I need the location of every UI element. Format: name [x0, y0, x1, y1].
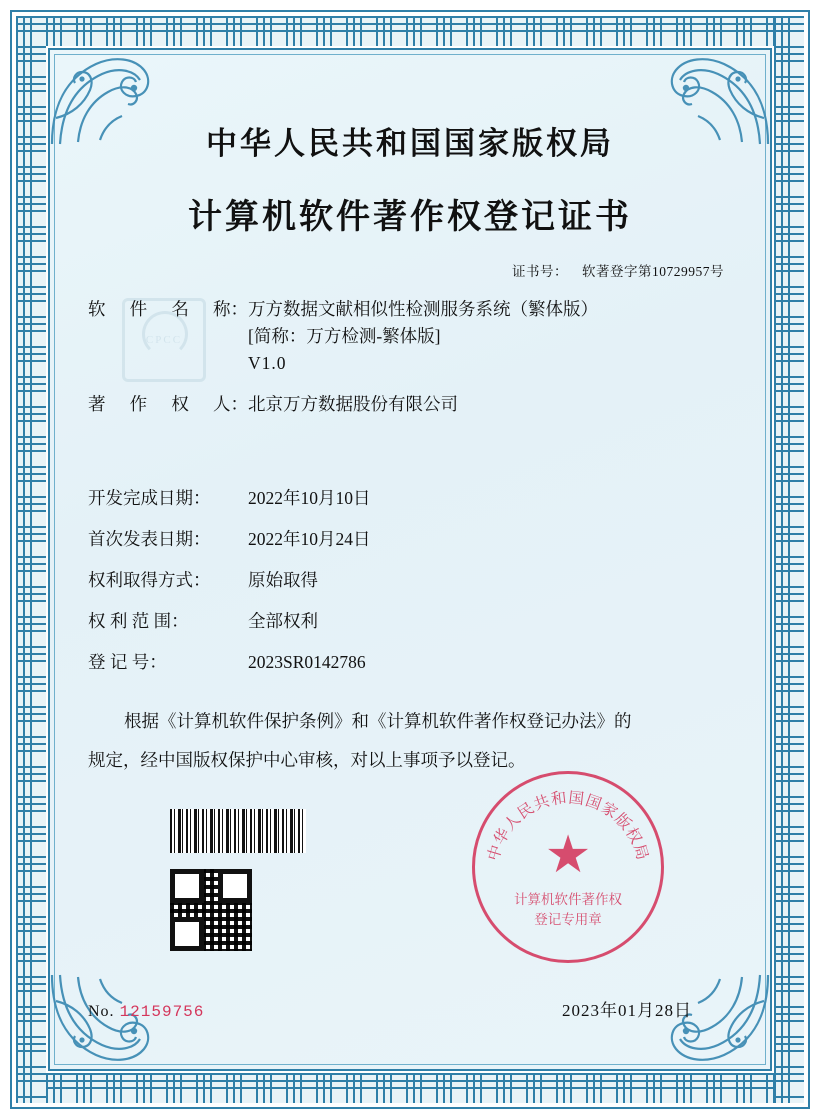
field-development-date-label: 开发完成日期：: [88, 487, 211, 508]
certificate-footer: [88, 996, 732, 1021]
serial-number-label: No.: [88, 1003, 115, 1020]
barcode-image: [170, 809, 306, 853]
seal-bottom-line-1: 计算机软件著作权: [514, 891, 622, 908]
greek-key-border-top: [16, 16, 804, 46]
field-first-publish-date: [88, 526, 732, 553]
seal-bottom-text: [475, 890, 661, 931]
seal-bottom-line-2: 登记专用章: [534, 911, 602, 928]
field-development-date: [88, 485, 732, 512]
field-first-publish-date-value: 2022年10月24日: [248, 528, 371, 549]
spacer: [88, 445, 732, 485]
certificate-number: [88, 260, 732, 280]
field-registration-number: [88, 649, 732, 676]
field-software-name-value: [248, 296, 598, 377]
qr-finder-bottom-left: [170, 917, 204, 951]
serial-number-value: 12159756: [119, 1003, 205, 1021]
field-rights-scope: [88, 608, 732, 635]
field-rights-acquisition-value: 原始取得: [248, 569, 318, 590]
seal-star-icon: ★: [544, 826, 592, 884]
legal-statement-line-2: 规定，经中国版权保护中心审核，对以上事项予以登记。: [88, 749, 526, 770]
legal-statement: [88, 702, 732, 779]
field-registration-number-value: 2023SR0142786: [248, 652, 366, 672]
field-rights-scope-label: 权 利 范 围：: [88, 610, 189, 631]
certificate-number-label: 证书号：: [512, 264, 568, 279]
field-software-name-label: 软 件 名 称：: [88, 299, 248, 319]
field-first-publish-date-label: 首次发表日期：: [88, 528, 211, 549]
field-copyright-owner: [88, 391, 732, 418]
field-rows: [88, 296, 732, 676]
certificate-title: 计算机软件著作权登记证书: [188, 197, 632, 237]
serial-number: [88, 1003, 204, 1021]
field-copyright-owner-label: 著 作 权 人：: [88, 394, 248, 415]
qr-code-image: [170, 869, 252, 951]
certificate-number-value: 软著登字第10729957号: [582, 264, 724, 279]
field-rights-acquisition: [88, 567, 732, 594]
official-seal: [472, 771, 664, 963]
seal-arc-label: 中华人民共和国国家版权局: [484, 788, 652, 863]
issuer-title: 中华人民共和国国家版权局: [206, 126, 614, 162]
code-block: [170, 809, 306, 951]
field-registration-number-label: 登 记 号：: [88, 652, 167, 672]
greek-key-border-left: [16, 16, 46, 1103]
software-name-line-2: [简称：万方检测-繁体版]: [248, 326, 441, 347]
field-copyright-owner-value: 北京万方数据股份有限公司: [248, 394, 458, 415]
software-name-line-1: 万方数据文献相似性检测服务系统（繁体版）: [248, 299, 598, 319]
software-version: V1.0: [248, 353, 287, 374]
issue-date: 2023年01月28日: [562, 1001, 692, 1020]
legal-statement-line-1: 根据《计算机软件保护条例》和《计算机软件著作权登记办法》的: [124, 711, 632, 732]
greek-key-border-bottom: [16, 1073, 804, 1103]
certificate-content: [60, 60, 760, 1059]
greek-key-border-right: [774, 16, 804, 1103]
field-rights-acquisition-label: 权利取得方式：: [88, 569, 211, 590]
copyright-center-emblem-icon: CPCC: [122, 298, 206, 382]
field-rights-scope-value: 全部权利: [248, 610, 318, 631]
field-development-date-value: 2022年10月10日: [248, 487, 371, 508]
field-software-name: [88, 296, 732, 377]
